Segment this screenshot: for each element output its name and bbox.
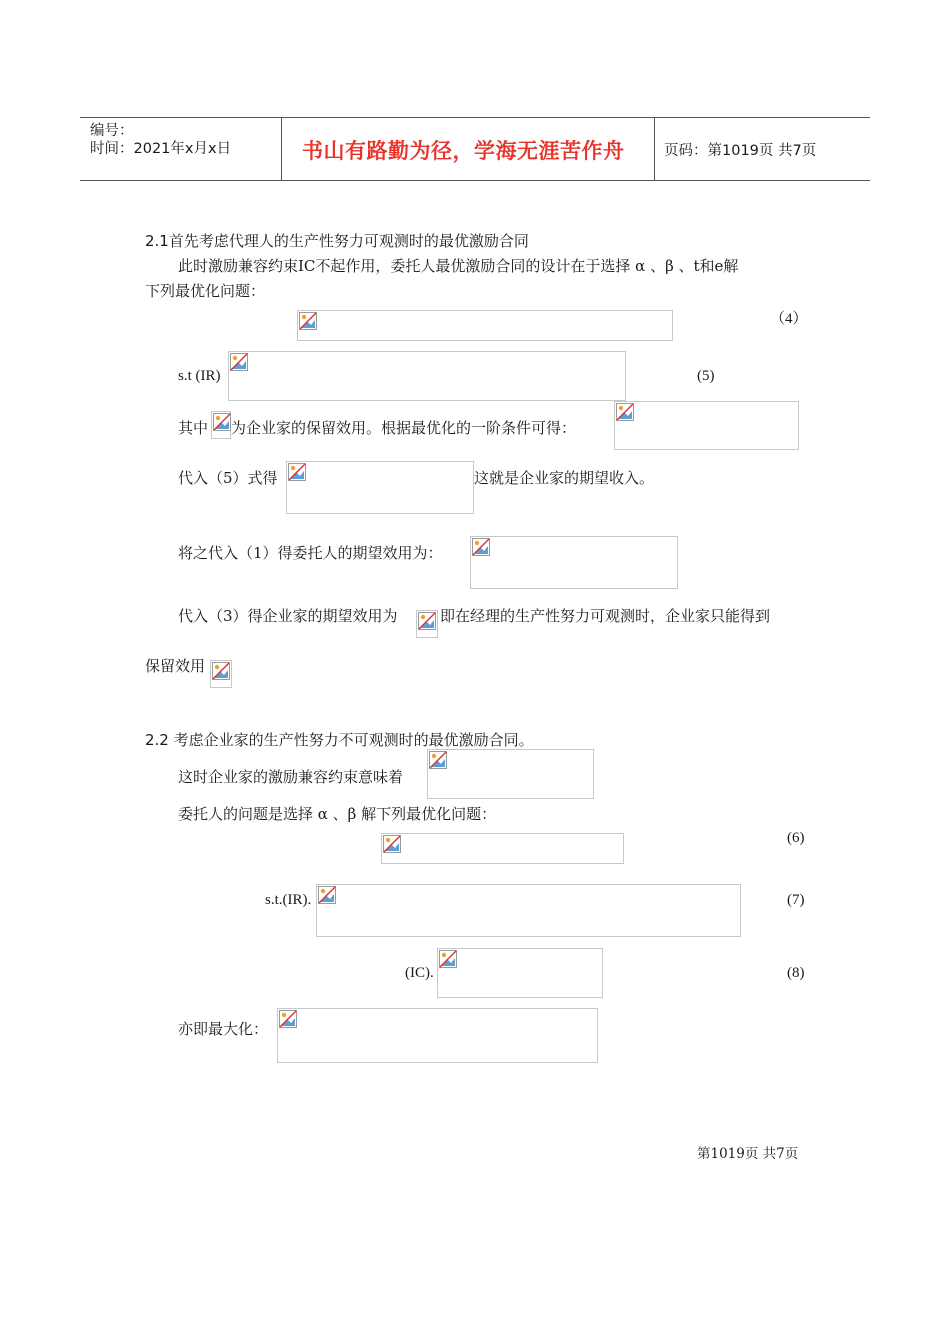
reserve-utility-text: 保留效用: [145, 657, 206, 675]
broken-image-icon: [230, 353, 248, 371]
substitute-1-text: 将之代入（1）得委托人的期望效用为：: [178, 544, 443, 562]
formula-image-eq7: [316, 884, 741, 937]
broken-image-icon: [288, 463, 306, 481]
substitute-3-prefix: 代入（3）得企业家的期望效用为: [178, 607, 398, 625]
formula-image-ic-constraint: [427, 749, 594, 799]
document-time-label: 时间：2021年x月x日: [90, 141, 232, 157]
formula-image-first-order-condition: [614, 401, 799, 450]
formula-image-expected-income: [286, 461, 474, 514]
broken-image-icon: [318, 886, 336, 904]
header-page-label: 页码：第1019页 共7页: [664, 143, 817, 159]
broken-image-icon: [439, 950, 457, 968]
footer-page-number: 第1019页 共7页: [697, 1146, 799, 1162]
substitute-3-suffix: 即在经理的生产性努力可观测时，企业家只能得到: [440, 607, 771, 625]
header-motto: 书山有路勤为径，学海无涯苦作舟: [302, 139, 625, 163]
principal-problem-text: 委托人的问题是选择 α 、β 解下列最优化问题：: [178, 805, 497, 823]
where-text: 为企业家的保留效用。根据最优化的一阶条件可得：: [231, 419, 577, 437]
section-2-1-para-line1: 此时激励兼容约束IC不起作用，委托人最优激励合同的设计在于选择 α 、β 、t和e解: [178, 257, 739, 275]
section-2-1-heading: 2.1首先考虑代理人的生产性努力可观测时的最优激励合同: [145, 232, 529, 250]
header-divider: [654, 118, 655, 180]
document-number-label: 编号：: [90, 123, 134, 139]
formula-image-entrepreneur-utility: [416, 610, 438, 638]
formula-image-eq4: [297, 310, 673, 341]
ic-constraint-text: 这时企业家的激励兼容约束意味着: [178, 768, 404, 786]
formula-image-principal-utility: [470, 536, 678, 589]
formula-image-eq8: [437, 948, 603, 998]
broken-image-icon: [429, 751, 447, 769]
substitute-5-prefix: 代入（5）式得: [178, 469, 278, 487]
section-2-1-para-line2: 下列最优化问题：: [145, 282, 266, 300]
equation-6-number: (6): [787, 830, 805, 846]
st-ir-label-2: s.t.(IR).: [265, 892, 312, 908]
broken-image-icon: [383, 835, 401, 853]
formula-image-objective: [277, 1008, 598, 1063]
formula-image-eq5: [228, 351, 626, 401]
maximize-text: 亦即最大化：: [178, 1020, 269, 1038]
equation-5-number: (5): [697, 368, 715, 384]
formula-image-eq6: [381, 833, 624, 864]
ic-label: (IC).: [405, 965, 434, 981]
st-ir-label: s.t (IR): [178, 368, 221, 384]
broken-image-icon: [213, 413, 231, 431]
where-prefix: 其中: [178, 419, 209, 437]
formula-image-reserve-utility: [211, 411, 231, 439]
broken-image-icon: [212, 662, 230, 680]
equation-8-number: (8): [787, 965, 805, 981]
broken-image-icon: [279, 1010, 297, 1028]
equation-7-number: (7): [787, 892, 805, 908]
broken-image-icon: [472, 538, 490, 556]
broken-image-icon: [299, 312, 317, 330]
formula-image-reserve-utility-2: [210, 660, 232, 688]
header-divider: [281, 118, 282, 180]
equation-4-number: （4）: [770, 311, 808, 327]
broken-image-icon: [418, 612, 436, 630]
broken-image-icon: [616, 403, 634, 421]
section-2-2-heading: 2.2 考虑企业家的生产性努力不可观测时的最优激励合同。: [145, 731, 534, 749]
substitute-5-suffix: 这就是企业家的期望收入。: [474, 469, 655, 487]
